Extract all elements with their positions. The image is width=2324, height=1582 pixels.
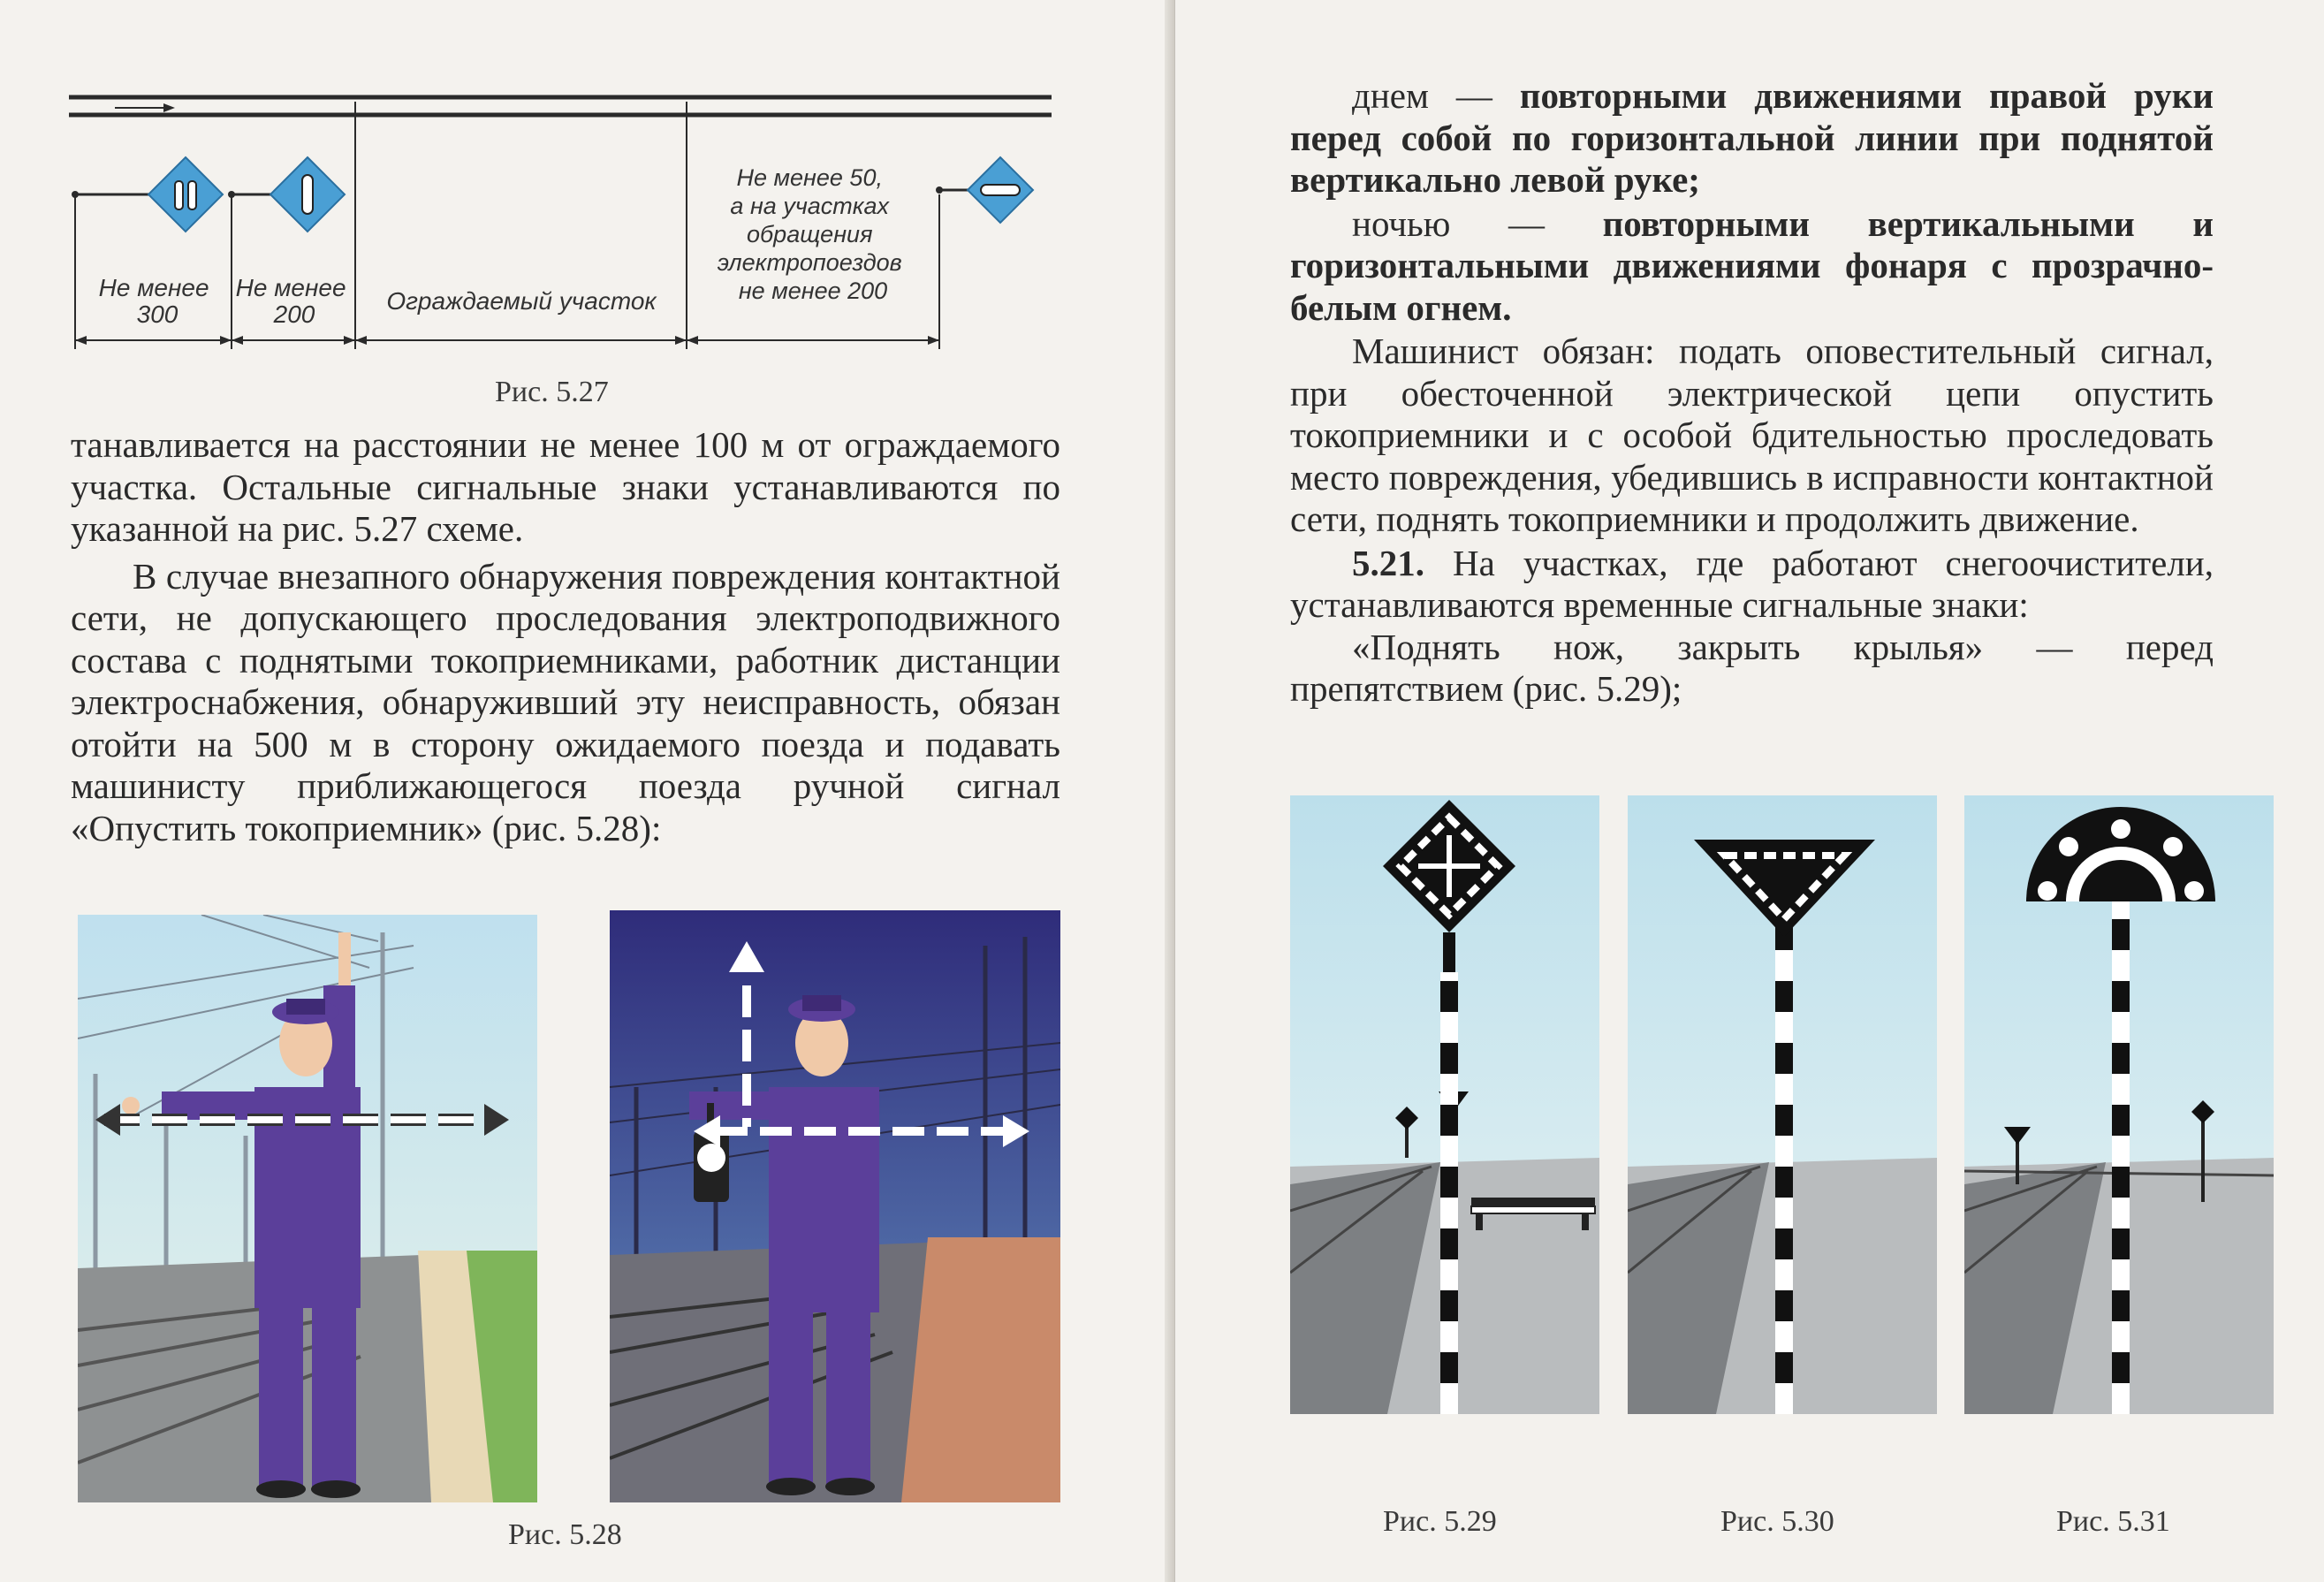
paragraph-continued: танавливается на расстоянии не менее 100 м от ограждаемого участка. Остальные сигнальные знаки устанавливаются по указанной на рис. 5.27 схеме. [71, 424, 1060, 549]
sign-horizontal-bar-icon [936, 157, 1033, 223]
figure-5-28-day [78, 915, 537, 1502]
svg-text:Не менее 50, а на участк [718, 164, 909, 304]
figure-5-28-night [610, 910, 1060, 1502]
figure-5-30 [1628, 795, 1937, 1414]
paragraph-knife: «Поднять нож, закрыть крылья» — перед препятствием (рис. 5.29); [1290, 626, 2214, 709]
figure-5-27 [62, 80, 1060, 371]
dim4-line3: обращения [746, 221, 873, 247]
paragraph-section-5-21 [1290, 543, 2214, 627]
dim3-label: Ограждаемый участок [386, 287, 657, 315]
dim2-line1: Не менее [235, 274, 346, 301]
left-body-text [71, 424, 1060, 849]
fig-5-29-caption: Рис. 5.29 [1383, 1505, 1497, 1538]
dim4-line4: электропоездов [717, 249, 902, 276]
paragraph-damage: В случае внезапного обнаружения повреждения контактной сети, не допускающего проследования электроподвижного состава с поднятыми токоприемниками, работник дистанции электроснабжения, обнаруживший эту неисправность, обязан отойти на 500 м в сторону ожидаемого поезда и подавать машинисту приближающегося поезда ручной сигнал «Опустить токоприемник» (рис. 5.28): [71, 555, 1060, 848]
svg-text:Не менее 300 [99, 274, 216, 328]
right-page [1175, 0, 2324, 1582]
section-text: На участках, где работают снегоочистители, устанавливаются временные сигнальные знаки: [1290, 542, 2214, 625]
figure-5-29 [1290, 795, 1599, 1414]
svg-text:Не менее 200 [236, 274, 353, 328]
fig-5-31-caption: Рис. 5.31 [2056, 1505, 2170, 1538]
fig-5-30-caption: Рис. 5.30 [1720, 1505, 1834, 1538]
dim1-line2: 300 [136, 300, 178, 328]
dim2-line2: 200 [273, 300, 315, 328]
paragraph-day-signal [1290, 75, 2214, 202]
day-prefix: днем — [1352, 75, 1520, 116]
sign-two-bars-icon [72, 157, 223, 232]
sign-one-bar-icon [228, 157, 345, 232]
figure-5-31 [1964, 795, 2274, 1414]
paragraph-night-signal [1290, 203, 2214, 330]
section-number: 5.21. [1352, 542, 1424, 583]
dim4-line1: Не менее 50, [736, 164, 883, 191]
night-prefix: ночью — [1352, 202, 1603, 244]
dim4-line5: не менее 200 [738, 278, 888, 304]
fig-5-27-caption: Рис. 5.27 [495, 376, 609, 408]
dim4-line2: а на участках [730, 193, 890, 219]
day-signal-bold: повторными движениями правой руки перед собой по горизонтальной линии при поднятой вертикально левой руке; [1290, 75, 2214, 200]
paragraph-driver: Машинист обязан: подать оповестительный сигнал, при обесточенной электрической цепи опустить токоприемники и с особой бдительностью проследовать место повреждения, убедившись в исправности контактной сети, поднять токоприемники и продолжить движение. [1290, 331, 2214, 539]
right-body-text [1290, 75, 2214, 711]
fig-5-28-caption: Рис. 5.28 [508, 1518, 622, 1551]
night-signal-bold: повторными вертикальными и горизонтальными движениями фонаря с прозрачно-белым огнем. [1290, 202, 2214, 328]
dim1-line1: Не менее [98, 274, 209, 301]
